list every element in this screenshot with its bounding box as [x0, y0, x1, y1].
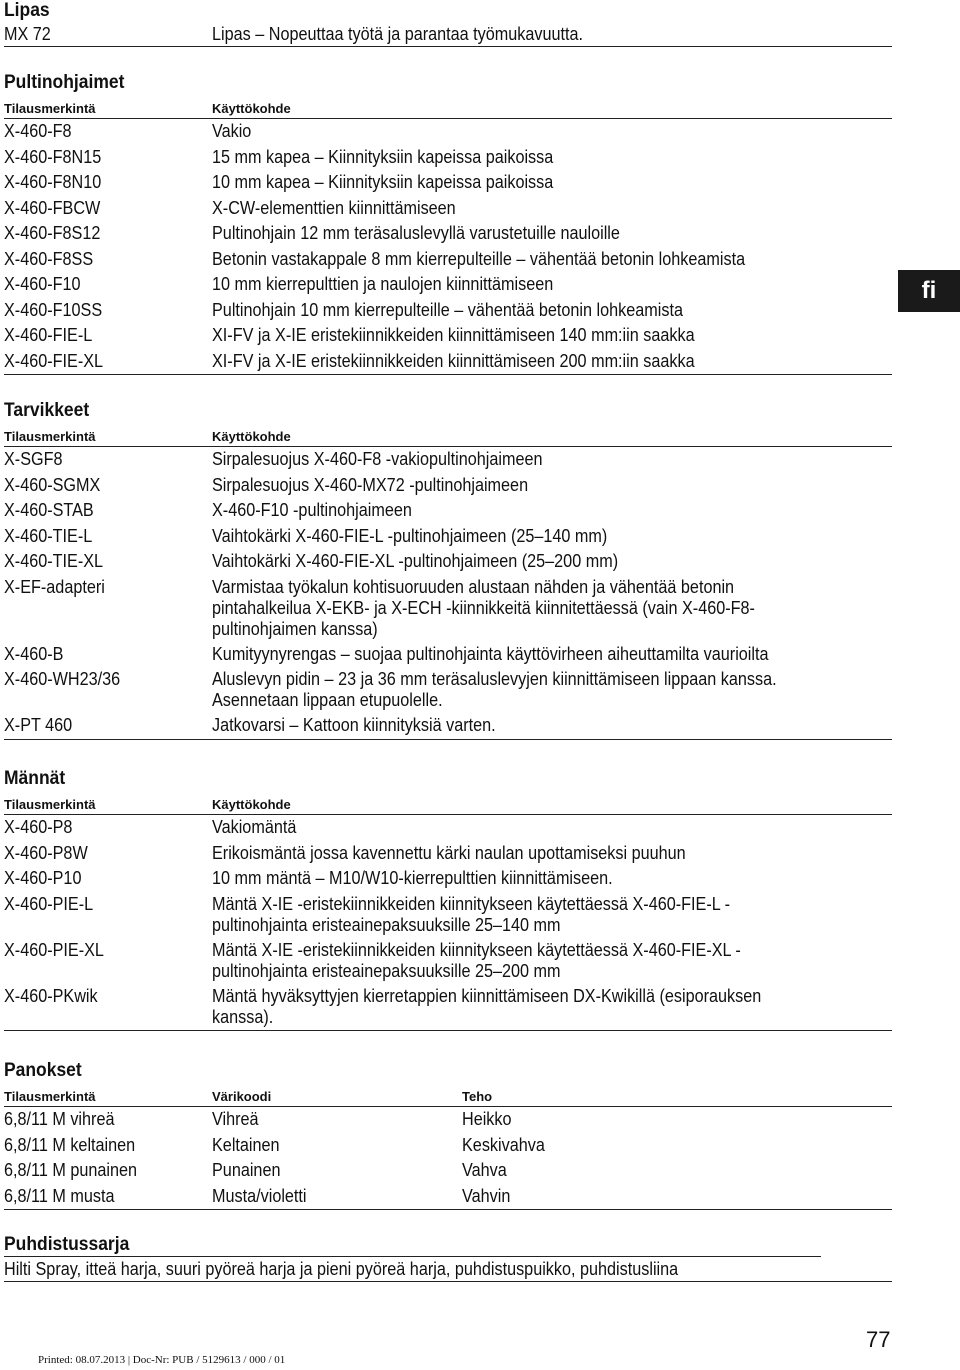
order-code: X-460-FIE-XL: [4, 350, 104, 371]
table-row: [4, 247, 892, 273]
description: Varmistaa työkalun kohtisuoruuden alustaan nähden ja vähentää betonin pintahalkeilua X-EKB- ja X-ECH -kiinnikkeitä kiinnitettäessä (vain X-460-F8-pultinohjaimen kanssa): [212, 576, 755, 639]
table-row: [4, 498, 892, 524]
table-row: [4, 1184, 892, 1211]
table-row: [4, 196, 892, 222]
description: Vaihtokärki X-460-FIE-XL -pultinohjaimeen (25–200 mm): [212, 551, 619, 571]
description: Vakiomäntä: [212, 817, 297, 837]
language-badge: fi: [898, 270, 960, 312]
order-code: X-460-TIE-XL: [4, 551, 104, 571]
description: Betonin vastakappale 8 mm kierrepulteille – vähentää betonin lohkeamista: [212, 248, 746, 269]
page-number: 77: [866, 1327, 891, 1352]
description: Lipas – Nopeuttaa työtä ja parantaa työmukavuutta.: [212, 24, 584, 44]
order-code: X-460-PIE-XL: [4, 939, 104, 960]
order-code: X-460-P8: [4, 817, 73, 837]
order-code: X-460-F8: [4, 121, 72, 141]
table-row: [4, 323, 892, 349]
color-code: Musta/violetti: [212, 1185, 307, 1206]
order-code: MX 72: [4, 24, 51, 44]
table-row: [4, 145, 892, 171]
section-puhdistussarja: [4, 1234, 892, 1282]
table-row: [4, 815, 892, 841]
print-info: Printed: 08.07.2013 | Doc-Nr: PUB / 5129613 / 000 / 01: [38, 1354, 286, 1366]
table-row: [4, 272, 892, 298]
table-body: [4, 815, 892, 1031]
table-row: [4, 22, 892, 47]
table-header: [4, 796, 892, 815]
table-row: [4, 473, 892, 499]
description: 15 mm kapea – Kiinnityksiin kapeissa paikoissa: [212, 146, 554, 167]
table-row: [4, 866, 892, 892]
description: Erikoismäntä jossa kavennettu kärki naulan upottamiseksi puuhun: [212, 842, 686, 863]
power: Heikko: [462, 1109, 512, 1129]
color-code: Punainen: [212, 1160, 281, 1180]
description: XI-FV ja X-IE eristekiinnikkeiden kiinnittämiseen 200 mm:iin saakka: [212, 350, 695, 371]
order-code: X-PT 460: [4, 715, 73, 735]
table-row: [4, 549, 892, 575]
section-panokset: [4, 1060, 892, 1210]
header-usage: Käyttökohde: [212, 101, 291, 116]
order-code: X-460-FIE-L: [4, 325, 93, 345]
description: Kumityynyrengas – suojaa pultinohjainta käyttövirheen aiheuttamilta vaurioilta: [212, 643, 769, 664]
description: 10 mm kierrepulttien ja naulojen kiinnittämiseen: [212, 274, 554, 294]
order-code: X-460-F10: [4, 274, 81, 294]
table-row: [4, 841, 892, 867]
order-code: 6,8/11 M musta: [4, 1185, 115, 1206]
color-code: Vihreä: [212, 1109, 259, 1129]
order-code: X-SGF8: [4, 449, 63, 469]
description: X-460-F10 -pultinohjaimeen: [212, 500, 412, 520]
order-code: X-460-PKwik: [4, 985, 98, 1006]
power: Keskivahva: [462, 1134, 545, 1155]
section-title: Lipas: [4, 0, 50, 21]
section-title: Panokset: [4, 1060, 82, 1081]
order-code: X-460-F8N15: [4, 146, 102, 167]
order-code: X-460-B: [4, 643, 64, 664]
description: Pultinohjain 12 mm teräsaluslevyllä varustetuille nauloille: [212, 223, 620, 243]
order-code: X-460-PIE-L: [4, 893, 94, 914]
table-row: [4, 349, 892, 376]
table-body: [4, 119, 892, 375]
section-title: Puhdistussarja: [4, 1234, 821, 1257]
table-row: [4, 984, 892, 1031]
power: Vahva: [462, 1160, 507, 1180]
table-row: [4, 938, 892, 984]
table-header: [4, 100, 892, 119]
description: Pultinohjain 10 mm kierrepulteille – vähentää betonin lohkeamista: [212, 299, 683, 320]
header-order-code: Tilausmerkintä: [4, 1089, 96, 1104]
order-code: X-460-F8SS: [4, 248, 94, 269]
section-title: Männät: [4, 768, 66, 789]
description: 10 mm kapea – Kiinnityksiin kapeissa paikoissa: [212, 172, 554, 192]
section-lipas: [4, 0, 892, 47]
order-code: X-460-TIE-L: [4, 525, 93, 546]
order-code: X-460-P10: [4, 868, 82, 888]
header-usage: Käyttökohde: [212, 429, 291, 444]
table-header: [4, 1088, 892, 1107]
description: X-CW-elementtien kiinnittämiseen: [212, 197, 456, 218]
description: Vaihtokärki X-460-FIE-L -pultinohjaimeen (25–140 mm): [212, 525, 608, 546]
section-title: Tarvikkeet: [4, 400, 90, 421]
description: Hilti Spray, itteä harja, suuri pyöreä harja ja pieni pyöreä harja, puhdistuspuikko, puhdistusliina: [4, 1259, 679, 1279]
table-row: [4, 667, 892, 713]
power: Vahvin: [462, 1185, 511, 1206]
description: Vakio: [212, 121, 252, 141]
color-code: Keltainen: [212, 1134, 280, 1155]
header-power: Teho: [462, 1089, 493, 1104]
table-row: [4, 221, 892, 247]
order-code: X-460-F8N10: [4, 172, 102, 192]
description: Mäntä X-IE -eristekiinnikkeiden kiinnitykseen käytettäessä X-460-FIE-L -pultinohjainta eristeainepaksuuksille 25–140 mm: [212, 893, 731, 935]
description: Sirpalesuojus X-460-F8 -vakiopultinohjaimeen: [212, 449, 543, 469]
table-body: [4, 447, 892, 740]
table-row: [4, 447, 892, 473]
order-code: X-460-P8W: [4, 842, 88, 863]
section-pultinohjaimet: [4, 72, 892, 375]
header-usage: Käyttökohde: [212, 797, 291, 812]
order-code: X-460-WH23/36: [4, 669, 121, 689]
description: XI-FV ja X-IE eristekiinnikkeiden kiinnittämiseen 140 mm:iin saakka: [212, 325, 695, 345]
header-order-code: Tilausmerkintä: [4, 429, 96, 444]
table-row: [4, 524, 892, 550]
order-code: X-460-STAB: [4, 500, 94, 520]
header-order-code: Tilausmerkintä: [4, 101, 96, 116]
section-title: Pultinohjaimet: [4, 72, 125, 93]
order-code: 6,8/11 M keltainen: [4, 1134, 136, 1155]
order-code: X-460-F10SS: [4, 299, 103, 320]
table-body: [4, 1107, 892, 1210]
table-row: [4, 892, 892, 938]
order-code: X-460-FBCW: [4, 197, 101, 218]
order-code: X-460-SGMX: [4, 474, 101, 495]
order-code: X-EF-adapteri: [4, 576, 105, 597]
table-row: [4, 1133, 892, 1159]
description: Jatkovarsi – Kattoon kiinnityksiä varten.: [212, 715, 496, 735]
table-row: [4, 575, 892, 642]
table-header: [4, 428, 892, 447]
header-order-code: Tilausmerkintä: [4, 797, 96, 812]
description: Sirpalesuojus X-460-MX72 -pultinohjaimeen: [212, 474, 529, 495]
table-row: [4, 298, 892, 324]
section-mannat: [4, 768, 892, 1031]
description: Mäntä hyväksyttyjen kierretappien kiinnittämiseen DX-Kwikillä (esiporauksen kanssa).: [212, 985, 762, 1027]
description: Mäntä X-IE -eristekiinnikkeiden kiinnitykseen käytettäessä X-460-FIE-XL -pultinohjainta eristeainepaksuuksille 25–200 mm: [212, 939, 741, 981]
table-row: [4, 642, 892, 668]
order-code: 6,8/11 M vihreä: [4, 1109, 115, 1129]
table-row: [4, 1158, 892, 1184]
table-row: [4, 1107, 892, 1133]
section-tarvikkeet: [4, 400, 892, 740]
header-color-code: Värikoodi: [212, 1089, 272, 1104]
order-code: 6,8/11 M punainen: [4, 1160, 138, 1180]
table-row: [4, 170, 892, 196]
table-row: [4, 713, 892, 740]
description: 10 mm mäntä – M10/W10-kierrepulttien kiinnittämiseen.: [212, 868, 613, 888]
table-row: [4, 119, 892, 145]
description: Aluslevyn pidin – 23 ja 36 mm teräsaluslevyjen kiinnittämiseen lippaan kanssa. Asennetaan lippaan etupuolelle.: [212, 669, 777, 710]
table-row: [4, 1257, 892, 1282]
order-code: X-460-F8S12: [4, 223, 101, 243]
